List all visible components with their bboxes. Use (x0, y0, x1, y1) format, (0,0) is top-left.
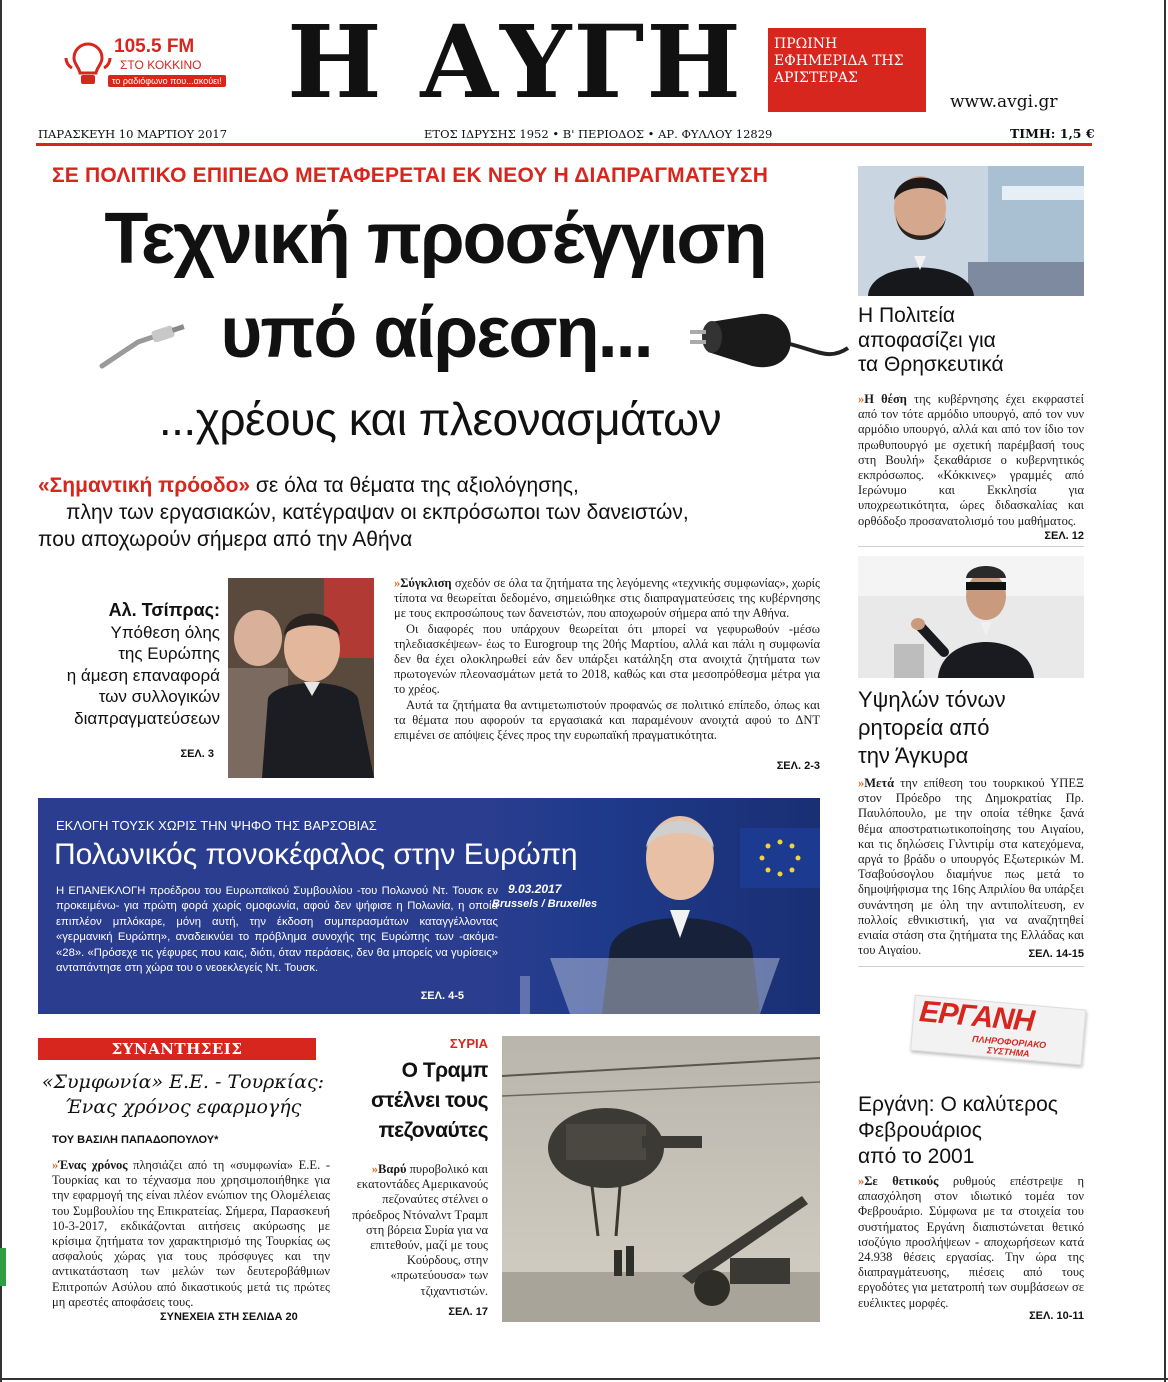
page-edge-right (1164, 0, 1166, 1382)
syria-headline-2: στέλνει τους (371, 1089, 488, 1112)
ankara-body-text: την επίθεση του τουρκικού ΥΠΕΞ στον Πρόεδρο της Δημοκρατίας Πρ. Παυλόπουλο, με την οποία τέθηκε ξανά θέμα αποστρατιωτικοποίησης του Αιγαίου, και τις δηλώσεις Γιλντιρίμ στα κατεχόμενα, αργά το βράδυ ο υπουργός Εξωτερικών Μ. Τσαβούσογλου διαμήνυε πως μετά το δημοψήφισμα της 16ης Απριλίου θα υπάρξει συνάντηση με όλη την αντιπολίτευση, εν πολλοίς εθνικιστική, για να αναζητηθεί ενιαία στάση στα ζητήματα της Ελλάδας και του Αιγαίου. (858, 776, 1084, 958)
tsipras-name: Αλ. Τσίπρας: (108, 600, 220, 620)
issue-price: ΤΙΜΗ: 1,5 € (1010, 126, 1095, 141)
religion-headline (858, 304, 1084, 378)
lead-body-p2: Οι διαφορές που υπάρχουν θεωρείται ότι μπορεί να γεφυρωθούν -μέσω τηλεδιασκέψεων- έως το Eurogroup της 20ής Μαρτίου, αλλά και πάλι η συμφωνία δεν θα έχει ολοκληρωθεί εάν δεν υπάρξει κατάληξη στα ανοιχτά ζητήματα των πρωτογενών πλεονασμάτων μετά το 2018, καθώς και στα μεσοπρόθεσμα μέτρα για το χρέος. (394, 621, 820, 697)
ergani-page-ref: ΣΕΛ. 10-11 (1029, 1310, 1084, 1322)
ankara-photo[interactable] (858, 556, 1084, 678)
tusk-page-ref: ΣΕΛ. 4-5 (420, 990, 464, 1002)
tsipras-photo[interactable] (228, 578, 374, 778)
syria-kicker: ΣΥΡΙΑ (449, 1036, 488, 1051)
newspaper-title: Η ΑΥΓΗ (287, 3, 743, 121)
radio-bulb-icon (64, 32, 112, 90)
standfirst-line2: πλην των εργασιακών, κατέγραψαν οι εκπρόσωποι των δανειστών, (66, 501, 689, 524)
ergani-body: »Σε θετικούς ρυθμούς επέστρεψε η απασχόληση στον ιδιωτικό τομέα τον Φεβρουάριο. Σύμφωνα με τα στοιχεία του συστήματος Εργάνη διαπιστώνεται θετικό ισοζύγιο προσλήψεων - αποχωρήσεων κατά 24.938 θέσεις εργασίας. Την ώρα της διαπραγμάτευσης, πιέσεις από τους εργοδότες για μετατροπή των συμβάσεων σε ευέλικτες μορφές. (858, 1174, 1084, 1310)
lead-standfirst (38, 472, 818, 553)
lead-headline-line2: υπό αίρεση... (220, 293, 652, 373)
ankara-headline-2: ρητορεία από (858, 715, 990, 740)
tusk-banner[interactable] (38, 798, 820, 1014)
lead-body-lead: Σύγκλιση (400, 576, 452, 590)
scan-color-mark (0, 1248, 6, 1286)
right-column-rule-2 (858, 966, 1084, 967)
lead-kicker: ΣΕ ΠΟΛΙΤΙΚΟ ΕΠΙΠΕΔΟ ΜΕΤΑΦΕΡΕΤΑΙ ΕΚ ΝΕΟΥ Η ΔΙΑΠΡΑΓΜΑΤΕΥΣΗ (52, 164, 769, 187)
standfirst-quote: «Σημαντική πρόοδο» (38, 474, 251, 497)
right-column-rule-1 (858, 546, 1084, 547)
religion-body: »Η θέση της κυβέρνησης έχει εκφραστεί από τον τότε αρμόδιο υπουργό, από τον νυν αρμόδιο υπουργό, αλλά και από τον ίδιο τον πρωθυπουργό με σχετική παρέμβασή τους στη Βουλή» ξεκαθάρισε ο κυβερνητικός εκπρόσωπος. «Κόκκινες» γραμμές από Ιερώνυμο και Εκκλησία για υποχρεωτικότητα, ώρες διδασκαλίας και ορθόδοξο προσανατολισμό του μαθήματος. (858, 392, 1084, 528)
issue-date: ΠΑΡΑΣΚΕΥΗ 10 ΜΑΡΤΙΟΥ 2017 (38, 127, 228, 141)
tusk-kicker: ΕΚΛΟΓΗ ΤΟΥΣΚ ΧΩΡΙΣ ΤΗΝ ΨΗΦΟ ΤΗΣ ΒΑΡΣΟΒΙΑΣ (56, 818, 377, 833)
ankara-headline (858, 686, 1084, 770)
religion-headline-1: Η Πολιτεία (858, 304, 956, 327)
religion-body-lead: Η θέση (864, 392, 907, 406)
page-edge-left (0, 0, 2, 1382)
syria-headline-3: πεζοναύτες (378, 1119, 488, 1142)
radio-logo[interactable] (62, 30, 232, 96)
syria-headline (330, 1056, 488, 1146)
lead-subhead: ...χρέους και πλεονασμάτων (158, 393, 722, 445)
ergani-logo-subtitle: ΠΛΗΡΟΦΟΡΙΑΚΟ ΣΥΣΤΗΜΑ (971, 1033, 1047, 1059)
ergani-headline-2: Φεβρουάριος (858, 1119, 982, 1142)
ankara-headline-1: Υψηλών τόνων (858, 687, 1006, 712)
ergani-logo[interactable] (909, 989, 1087, 1076)
radio-frequency: 105.5 FM (114, 36, 195, 57)
standfirst-line1: σε όλα τα θέματα της αξιολόγησης, (250, 474, 579, 497)
page-edge-bottom (0, 1378, 1168, 1380)
ergani-headline-1: Εργάνη: Ο καλύτερος (858, 1093, 1058, 1116)
ergani-headline-3: από το 2001 (858, 1145, 975, 1168)
tsipras-page-ref: ΣΕΛ. 3 (180, 748, 214, 760)
ergani-body-text: ρυθμούς επέστρεψε η απασχόληση στον ιδιωτικό τομέα τον Φεβρουάριο. Σύμφωνα με τα στοιχεία του συστήματος Εργάνη διαπιστώνεται θετικό ισοζύγιο προσλήψεων - αποχωρήσεων κατά 24.938 θέσεις εργασίας. Την ώρα της διαπραγμάτευσης, πιέσεις από τους εργοδότες για μετατροπή των συμβάσεων σε ευέλικτες μορφές. (858, 1174, 1084, 1310)
meetings-label: ΣΥΝΑΝΤΗΣΕΙΣ (111, 1040, 243, 1058)
tsipras-text-3: η άμεση επαναφορά (66, 665, 220, 685)
syria-body-lead: Βαρύ (378, 1162, 407, 1176)
meetings-byline: ΤΟΥ ΒΑΣΙΛΗ ΠΑΠΑΔΟΠΟΥΛΟΥ* (52, 1134, 219, 1146)
syria-body-text: πυροβολικό και εκατοντάδες Αμερικανούς πεζοναύτες στέλνει ο πρόεδρος Ντόναλντ Τραμπ στη βόρεια Συρία για να επιτεθούν, μαζί με τους Κούρδους, στην «πρωτεύουσα» των τζιχαντιστών. (352, 1162, 488, 1298)
meetings-body-text: πλησιάζει από τη «συμφωνία» Ε.Ε. - Τουρκίας και το τέχνασμα που χρησιμοποιήθηκε για την εφαρμογή της είναι πλέον ενώπιον της Ολομέλειας του Συμβουλίου της Επικρατείας. Σήμερα, Παρασκευή 10-3-2017, εκδικάζονται αιτήσεις ακύρωσης με κρίσιμα ζητήματα τον χαρακτηρισμό της Τουρκίας ως ασφαλούς χώρας για τους πρόσφυγες και την αντικατάσταση των μελών των δευτεροβάθμιων Επιτροπών Ασύλου από δικαστικούς μετά τις πρώτες μη αρεστές αποφάσεις τους. (52, 1158, 330, 1309)
lead-body-p1: σχεδόν σε όλα τα ζητήματα της λεγόμενης «τεχνικής συμφωνίας», χωρίς τίποτα να θεωρείται δεδομένο, σημειώθηκε στις διαπραγματεύσεις της κυβέρνησης με τους εκπροσώπους των δανειστών, που αποχωρούν σήμερα από την Αθήνα. (394, 576, 820, 621)
meetings-continued[interactable]: ΣΥΝΕΧΕΙΑ ΣΤΗ ΣΕΛΙΔΑ 20 (160, 1311, 298, 1323)
syria-body: »Βαρύ πυροβολικό και εκατοντάδες Αμερικανούς πεζοναύτες στέλνει ο πρόεδρος Ντόναλντ Τραμπ στη βόρεια Συρία για να επιτεθούν, μαζί με τους Κούρδους, στην «πρωτεύουσα» των τζιχαντιστών. (352, 1162, 488, 1298)
religion-headline-3: τα Θρησκευτικά (858, 353, 1004, 376)
tusk-body: Η ΕΠΑΝΕΚΛΟΓΗ προέδρου του Ευρωπαϊκού Συμβουλίου -του Πολωνού Ντ. Τουσκ εν προκειμένω- για πρώτη φορά χωρίς ομοφωνία, αφού δεν ψήφισε η Πολωνία, η οποία επιπλέον μπλόκαρε, μόνη αυτή, την έκδοση συμπερασμάτων καταγγέλλοντας «γερμανική Ευρώπη», αναδεικνύει το πρόβλημα συνοχής της Ευρώπης των -ακόμα- «28». «Πρόσεχε τις γέφυρες που καις, διότι, όταν περάσεις, δεν θα μπορείς να γυρίσεις» ανταπάντησε στη χώρα του ο νεοεκλεγείς Ντ. Τουσκ. (56, 885, 498, 975)
tsipras-text-5: διαπραγματεύσεων (74, 708, 220, 728)
tusk-photo-date: 9.03.2017 (508, 882, 562, 896)
religion-photo[interactable] (858, 166, 1084, 296)
tusk-headline: Πολωνικός πονοκέφαλος στην Ευρώπη (54, 838, 578, 871)
tsipras-text-2: της Ευρώπης (118, 644, 220, 663)
issue-edition: ΕΤΟΣ ΙΔΡΥΣΗΣ 1952 • Β' ΠΕΡΙΟΔΟΣ • ΑΡ. ΦΥΛΛΟΥ 12829 (424, 127, 773, 141)
radio-name: ΣΤΟ ΚΟΚΚΙΝΟ (120, 58, 202, 72)
tsipras-text-1: Υπόθεση όλης (110, 622, 220, 642)
meetings-body: »Ένας χρόνος πλησιάζει από τη «συμφωνία» Ε.Ε. - Τουρκίας και το τέχνασμα που χρησιμοποιήθηκε για την εφαρμογή της είναι πλέον ενώπιον της Ολομέλειας του Συμβουλίου της Επικρατείας. Σήμερα, Παρασκευή 10-3-2017, εκδικάζονται αιτήσεις ακύρωσης με κρίσιμα ζητήματα τον χαρακτηρισμό της Τουρκίας ως ασφαλούς χώρας για τους πρόσφυγες και την αντικατάσταση των μελών των δευτεροβάθμιων Επιτροπών Ασύλου από δικαστικούς μετά τις πρώτες μη αρεστές αποφάσεις τους. (52, 1158, 330, 1309)
ankara-body-lead: Μετά (864, 776, 895, 790)
meetings-title-2: Ένας χρόνος εφαρμογής (64, 1096, 302, 1118)
religion-page-ref: ΣΕΛ. 12 (1044, 530, 1084, 542)
tsipras-text-4: των συλλογικών (98, 687, 220, 706)
standfirst-line3: που αποχωρούν σήμερα από την Αθήνα (38, 528, 413, 551)
meetings-title-1: «Συμφωνία» Ε.Ε. - Τουρκίας: (41, 1071, 325, 1093)
syria-page-ref: ΣΕΛ. 17 (448, 1306, 488, 1318)
meetings-body-lead: Ένας χρόνος (58, 1158, 128, 1172)
syria-headline-1: Ο Τραμπ (401, 1059, 488, 1082)
earphone-jack-icon (98, 306, 188, 376)
ankara-body: »Μετά την επίθεση του τουρκικού ΥΠΕΞ στον Πρόεδρο της Δημοκρατίας Πρ. Παυλόπουλο, με την οποία τέθηκε ξανά θέμα αποστρατιωτικοποίησης του Αιγαίου, και τις δηλώσεις Γιλντιρίμ στα κατεχόμενα, αργά το βράδυ ο υπουργός Εξωτερικών Μ. Τσαβούσογλου διαμήνυε πως μετά το δημοψήφισμα της 16ης Απριλίου θα υπάρξει συνάντηση με όλη την αντιπολίτευση, εν πολλοίς εθνικιστική, για να αναζητηθεί ενιαία στάση στα ζητήματα της Ελλάδας και του Αιγαίου. (858, 776, 1084, 958)
religion-body-text: της κυβέρνησης έχει εκφραστεί από τον τότε αρμόδιο υπουργό, από τον νυν αρμόδιο υπουργό, αλλά και από τον ίδιο τον πρωθυπουργό με σχετική παρέμβασή τους στη Βουλή» ξεκαθάρισε ο κυβερνητικός εκπρόσωπος. «Κόκκινες» γραμμές από Ιερώνυμο και Εκκλησία για υποχρεωτικότητα, ώρες διδασκαλίας και ορθόδοξο προσανατολισμό του μαθήματος. (858, 392, 1084, 528)
lead-headline-line1: Τεχνική προσέγγιση (104, 199, 766, 279)
ankara-page-ref: ΣΕΛ. 14-15 (1028, 948, 1084, 960)
tusk-photo-place: Brussels / Bruxelles (492, 898, 598, 910)
lead-body: »Σύγκλιση σχεδόν σε όλα τα ζητήματα της λεγόμενης «τεχνικής συμφωνίας», χωρίς τίποτα να θεωρείται δεδομένο, σημειώθηκε στις διαπραγματεύσεις της κυβέρνησης με τους εκπροσώπους των δανειστών, που αποχωρούν σήμερα από την Αθήνα. Οι διαφορές που υπάρχουν θεωρείται ότι μπορεί να γεφυρωθούν -μέσω τηλεδιασκέψεων- έως το Eurogroup της 20ής Μαρτίου, αλλά και πάλι η συμφωνία δεν θα έχει ολοκληρωθεί εάν δεν υπάρξει κατάληξη στα ανοιχτά ζητήματα των πρωτογενών πλεονασμάτων μετά το 2018, καθώς και στα μεσοπρόθεσμα μέτρα για το χρέος. Αυτά τα ζητήματα θα αντιμετωπιστούν προφανώς σε πολιτικό επίπεδο, όπως και τα θέματα που αφορούν τα εργασιακά και παραμένουν ανοιχτά αφού το ΔΝΤ επιμένει σε απόψεις ξένες προς την ευρωπαϊκή πραγματικότητα. (394, 576, 820, 743)
ankara-headline-3: την Άγκυρα (858, 743, 969, 768)
meetings-title (38, 1070, 328, 1120)
tsipras-sidebar (38, 600, 220, 729)
ergani-body-lead: Σε θετικούς (864, 1174, 939, 1188)
ergani-headline (858, 1092, 1084, 1170)
masthead-rule (36, 143, 1092, 146)
lead-page-ref: ΣΕΛ. 2-3 (776, 760, 820, 772)
website-link[interactable]: www.avgi.gr (950, 92, 1058, 112)
religion-headline-2: αποφασίζει για (858, 328, 996, 352)
syria-photo[interactable] (502, 1036, 820, 1322)
radio-slogan: το ραδιόφωνο που...ακούει! (108, 75, 226, 87)
ergani-logo-text: ΕΡΓΑΝΗ (918, 995, 1036, 1039)
lead-body-p3: Αυτά τα ζητήματα θα αντιμετωπιστούν προφανώς σε πολιτικό επίπεδο, όπως και τα θέματα που αφορούν τα εργασιακά και παραμένουν ανοιχτά αφού το ΔΝΤ επιμένει σε απόψεις ξένες προς την ευρωπαϊκή πραγματικότητα. (394, 697, 820, 743)
plug-icon (690, 290, 850, 380)
masthead-tagline: ΠΡΩΙΝΗ ΕΦΗΜΕΡΙΔΑ ΤΗΣ ΑΡΙΣΤΕΡΑΣ (768, 28, 926, 112)
